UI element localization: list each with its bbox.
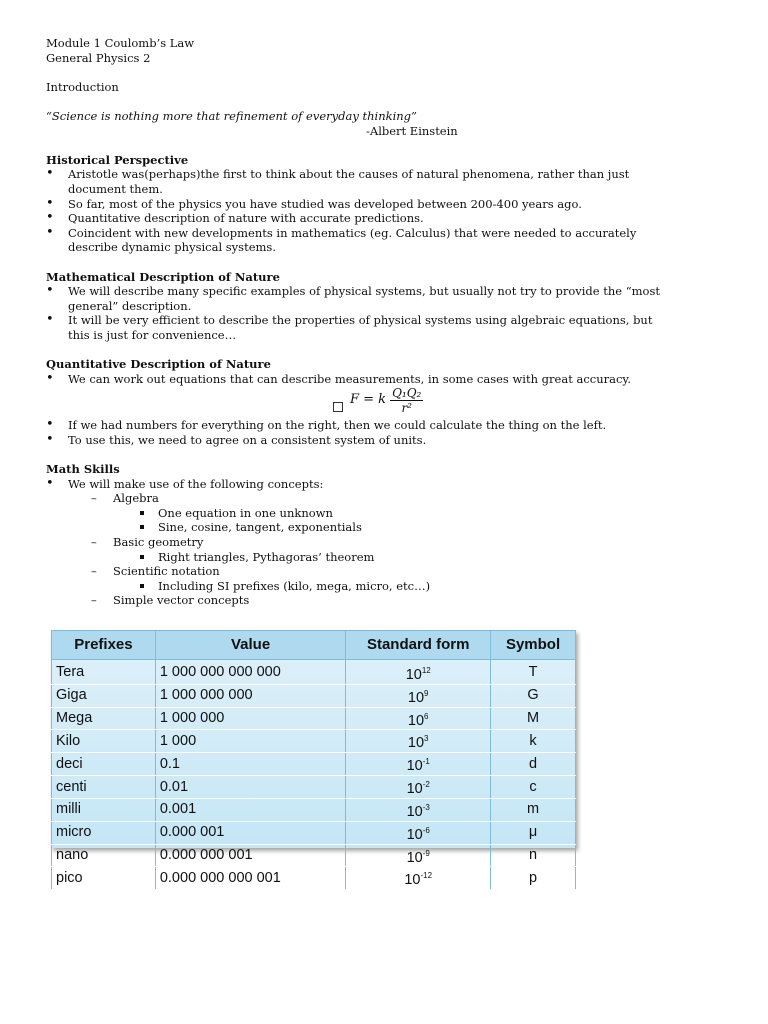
standard-form-exponent: -9 <box>422 848 430 858</box>
si-prefix-table <box>51 630 576 889</box>
standard-form-base: 10 <box>406 758 423 775</box>
coulomb-equation <box>46 386 726 418</box>
document-page <box>46 36 726 608</box>
standard-form-cell <box>346 821 491 844</box>
skill-subitem: Including SI prefixes (kilo, mega, micro, etc…) <box>46 579 726 594</box>
column-header: Symbol <box>491 631 576 660</box>
list-item <box>46 433 726 448</box>
quote-attribution: -Albert Einstein <box>366 123 458 138</box>
prefix-cell: micro <box>52 821 156 844</box>
quantitative-list-continued <box>46 418 726 447</box>
value-cell: 0.1 <box>155 753 346 776</box>
column-header: Standard form <box>346 631 491 660</box>
list-item-text: • If we had numbers for everything on the right, then we could calculate the thing on the left. <box>68 418 607 433</box>
table-row <box>52 753 576 776</box>
value-cell: 0.000 000 000 001 <box>155 867 346 890</box>
standard-form-base: 10 <box>407 689 425 706</box>
value-cell: 1 000 000 000 000 <box>155 660 346 685</box>
skill-subitem: Right triangles, Pythagoras’ theorem <box>46 550 726 565</box>
intro-heading: Introduction <box>46 79 119 94</box>
list-item-text: • To use this, we need to agree on a consistent system of units. <box>68 432 427 447</box>
symbol-cell: p <box>491 867 576 890</box>
math-skills-list <box>46 477 726 492</box>
list-item-text: • Quantitative description of nature with accurate predictions. <box>68 211 424 226</box>
symbol-cell: n <box>491 844 576 867</box>
list-item-text: • Coincident with new developments in mathematics (eg. Calculus) that were needed to accurately <box>68 225 637 240</box>
value-cell: 1 000 000 <box>155 707 346 730</box>
prefix-cell: Giga <box>52 684 156 707</box>
prefix-cell: deci <box>52 753 156 776</box>
list-item-text: • We can work out equations that can describe measurements, in some cases with great accuracy. <box>68 371 632 386</box>
table-row <box>52 821 576 844</box>
table-row <box>52 776 576 799</box>
column-header: Value <box>155 631 346 660</box>
list-item-text: describe dynamic physical systems. <box>68 240 276 255</box>
standard-form-base: 10 <box>407 712 425 729</box>
table-row <box>52 684 576 707</box>
list-item <box>46 226 726 255</box>
value-cell: 1 000 000 000 <box>155 684 346 707</box>
standard-form-exponent: 9 <box>424 688 429 698</box>
course-title: General Physics 2 <box>46 50 151 65</box>
list-item-text: • Aristotle was(perhaps)the first to think about the causes of natural phenomena, rather than just <box>68 167 630 182</box>
table-row <box>52 730 576 753</box>
value-cell: 1 000 <box>155 730 346 753</box>
standard-form-exponent: 3 <box>424 734 429 744</box>
value-cell: 0.001 <box>155 798 346 821</box>
symbol-cell: T <box>491 660 576 685</box>
table-row <box>52 798 576 821</box>
list-item <box>46 197 726 212</box>
symbol-cell: M <box>491 707 576 730</box>
symbol-cell: μ <box>491 821 576 844</box>
table-row <box>52 867 576 890</box>
standard-form-exponent: -12 <box>420 871 433 881</box>
symbol-cell: m <box>491 798 576 821</box>
standard-form-base: 10 <box>405 666 422 683</box>
list-item <box>46 418 726 433</box>
list-item <box>46 211 726 226</box>
prefix-table <box>51 630 576 890</box>
list-item <box>46 167 726 196</box>
list-item-text: • We will make use of the following concepts: <box>68 476 324 491</box>
table-row <box>52 707 576 730</box>
value-cell: 0.000 001 <box>155 821 346 844</box>
standard-form-exponent: 6 <box>424 711 429 721</box>
historical-list <box>46 167 726 255</box>
value-cell: 0.000 000 001 <box>155 844 346 867</box>
equation-fraction <box>390 386 423 415</box>
equation-denominator: r² <box>401 401 412 416</box>
list-item <box>46 477 726 492</box>
mathematical-list <box>46 284 726 342</box>
value-cell: 0.01 <box>155 776 346 799</box>
standard-form-cell <box>346 844 491 867</box>
skill-subitem: Sine, cosine, tangent, exponentials <box>46 520 726 535</box>
list-item-text: • So far, most of the physics you have studied was developed between 200-400 years ago. <box>68 196 582 211</box>
quantitative-list <box>46 372 726 387</box>
quantitative-heading: Quantitative Description of Nature <box>46 357 271 372</box>
prefix-cell: milli <box>52 798 156 821</box>
list-item-text: general” description. <box>68 298 192 313</box>
prefix-cell: nano <box>52 844 156 867</box>
module-title: Module 1 Coulomb’s Law <box>46 36 195 50</box>
skill-algebra: – Algebra <box>46 491 726 506</box>
list-item <box>46 372 726 387</box>
list-item <box>46 313 726 342</box>
column-header: Prefixes <box>52 631 156 660</box>
symbol-cell: G <box>491 684 576 707</box>
skill-subitem: One equation in one unknown <box>46 506 726 521</box>
list-item-text: document them. <box>68 181 163 196</box>
standard-form-cell <box>346 660 491 685</box>
prefix-cell: centi <box>52 776 156 799</box>
list-item <box>46 284 726 313</box>
symbol-cell: d <box>491 753 576 776</box>
equation-expression <box>350 386 423 415</box>
prefix-cell: Kilo <box>52 730 156 753</box>
standard-form-cell <box>346 867 491 890</box>
standard-form-base: 10 <box>406 803 423 820</box>
symbol-cell: k <box>491 730 576 753</box>
placeholder-box-icon <box>333 402 343 412</box>
equation-lhs: F = k <box>350 392 387 408</box>
standard-form-cell <box>346 730 491 753</box>
standard-form-exponent: -6 <box>422 825 430 835</box>
standard-form-cell <box>346 684 491 707</box>
list-item-text: • It will be very efficient to describe the properties of physical systems using algebraic equations, but <box>68 313 653 328</box>
skill-scientific-notation: – Scientific notation <box>46 564 726 579</box>
standard-form-base: 10 <box>406 826 423 843</box>
skill-vectors: – Simple vector concepts <box>46 593 726 608</box>
standard-form-base: 10 <box>404 872 421 889</box>
standard-form-exponent: -2 <box>422 780 430 790</box>
standard-form-exponent: -1 <box>422 757 430 767</box>
math-skills-heading: Math Skills <box>46 462 120 477</box>
einstein-quote: “Science is nothing more that refinement of everyday thinking” <box>46 108 417 123</box>
prefix-cell: pico <box>52 867 156 890</box>
historical-heading: Historical Perspective <box>46 152 189 167</box>
table-body <box>52 660 576 890</box>
mathematical-heading: Mathematical Description of Nature <box>46 269 280 284</box>
standard-form-cell <box>346 753 491 776</box>
standard-form-base: 10 <box>406 849 423 866</box>
table-row <box>52 844 576 867</box>
prefix-cell: Tera <box>52 660 156 685</box>
prefix-cell: Mega <box>52 707 156 730</box>
standard-form-exponent: -3 <box>422 802 430 812</box>
standard-form-exponent: 12 <box>421 666 431 675</box>
table-header-row <box>52 631 576 660</box>
standard-form-base: 10 <box>406 780 423 797</box>
standard-form-cell <box>346 707 491 730</box>
standard-form-base: 10 <box>407 735 425 752</box>
list-item-text: this is just for convenience… <box>68 327 237 342</box>
table-row <box>52 660 576 685</box>
standard-form-cell <box>346 798 491 821</box>
list-item-text: • We will describe many specific examples of physical systems, but usually not try to provide the “most <box>68 284 660 299</box>
symbol-cell: c <box>491 776 576 799</box>
equation-numerator: Q₁Q₂ <box>392 386 422 401</box>
skill-geometry: – Basic geometry <box>46 535 726 550</box>
standard-form-cell <box>346 776 491 799</box>
